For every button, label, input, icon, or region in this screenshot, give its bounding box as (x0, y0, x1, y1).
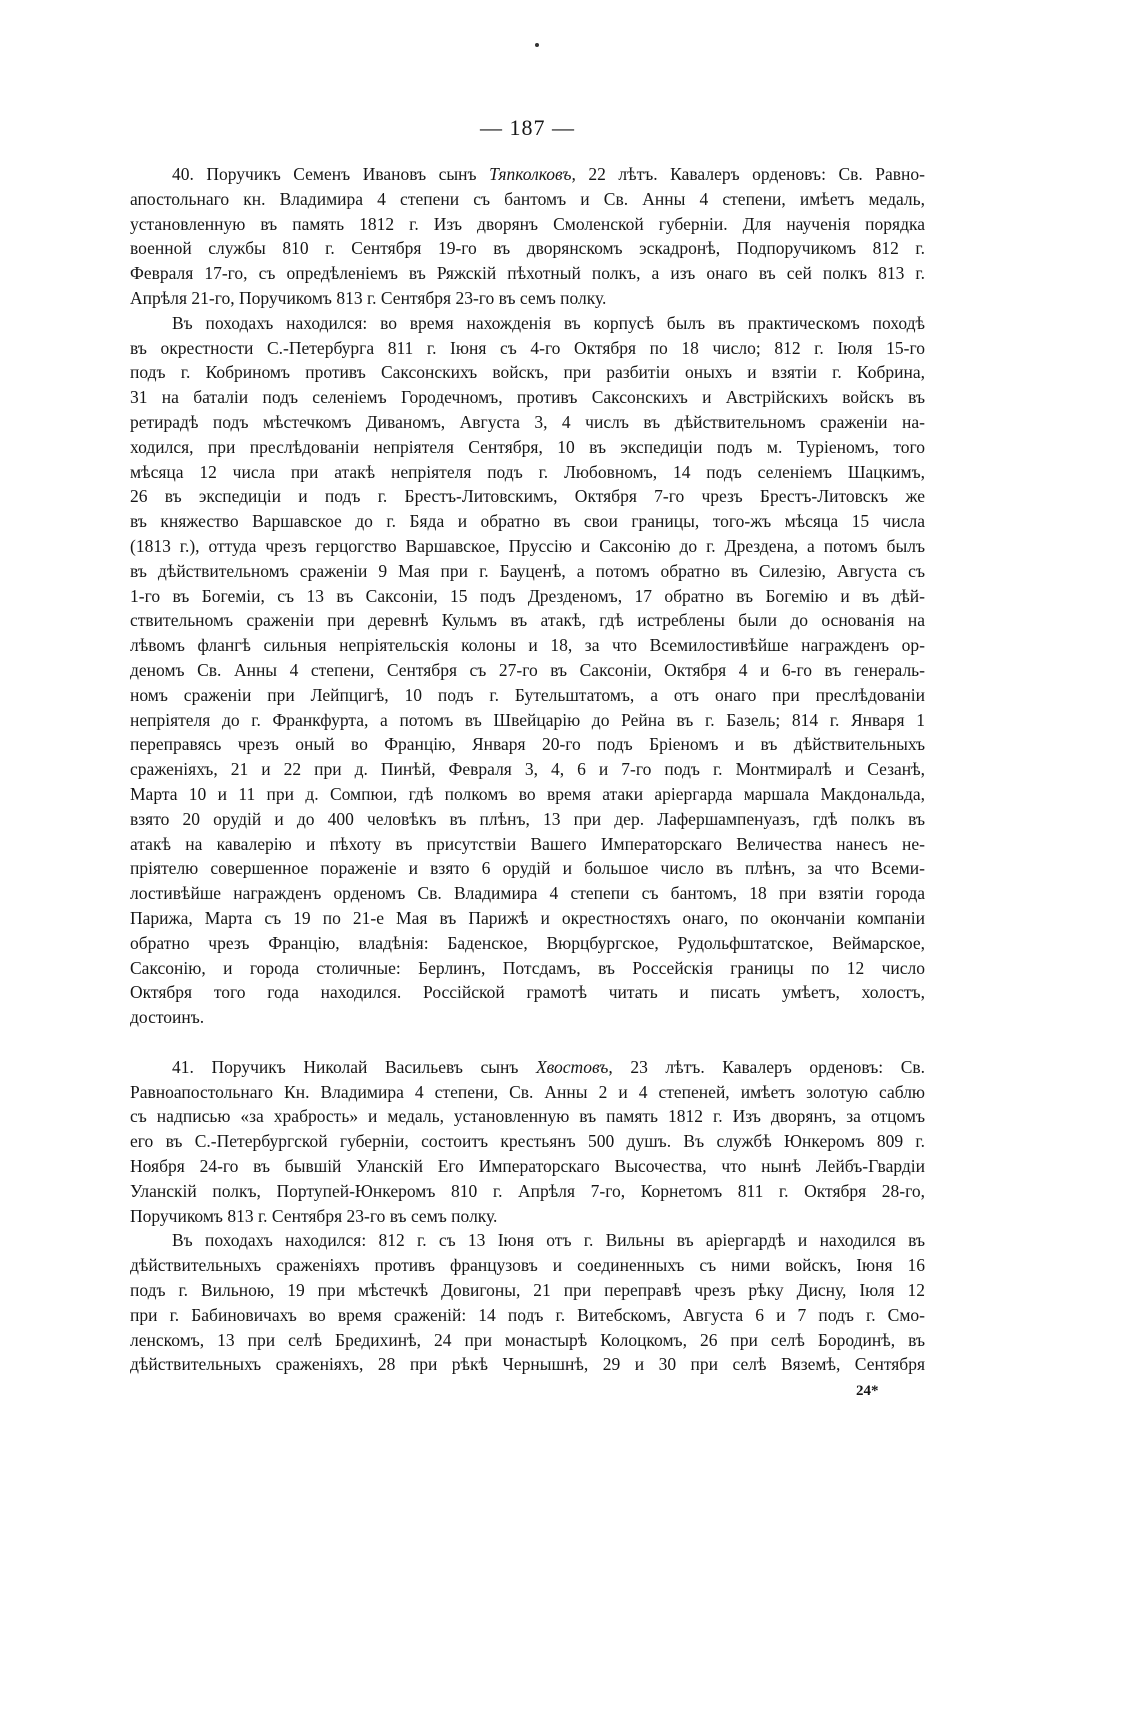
text-line: Марта 10 и 11 при д. Сомпюи, гдѣ полкомъ во время атаки аріергарда маршала Макдональда, (130, 783, 925, 804)
text-line: при г. Бабиновичахъ во время сраженій: 14 подъ г. Витебскомъ, Августа 6 и 7 подъ г. Смо- (130, 1304, 925, 1325)
text-line: номъ сраженіи при Лейпцигѣ, 10 подъ г. Бутельштатомъ, а отъ онаго при преслѣдованіи (130, 684, 925, 705)
text-line: въ окрестности С.-Петербурга 811 г. Іюня съ 4-го Октября по 18 число; 812 г. Іюля 15-го (130, 337, 925, 358)
text-line: Равноапостольнаго Кн. Владимира 4 степени, Св. Анны 2 и 4 степеней, имѣетъ золотую саблю (130, 1081, 925, 1102)
text-line: ленскомъ, 13 при селѣ Бредихинѣ, 24 при монастырѣ Колоцкомъ, 26 при селѣ Бородинѣ, въ (130, 1329, 925, 1350)
text-line: мѣсяца 12 числа при атакѣ непріятеля подъ г. Любовномъ, 14 подъ селеніемъ Шацкимъ, (130, 461, 925, 482)
text-line: военной службы 810 г. Сентября 19-го въ дворянскомъ эскадронѣ, Подпоручикомъ 812 г. (130, 238, 925, 259)
text-line: Парижа, Марта съ 19 по 21-е Мая въ Парижѣ и окрестностяхъ онаго, по окончаніи компаніи (130, 907, 925, 928)
text-line: достоинъ. (130, 1007, 205, 1028)
entry-40 (130, 162, 925, 1030)
text-line: дѣйствительныхъ сраженіяхъ противъ французовъ и соединенныхъ съ ними войскъ, Іюня 16 (130, 1255, 925, 1276)
service-record-paragraph (130, 162, 925, 311)
text-line: лостивѣйше награжденъ орденомъ Св. Владимира 4 степепи съ бантомъ, 18 при взятіи города (130, 883, 925, 904)
text-line: сраженіяхъ, 21 и 22 при д. Пинѣй, Февраля 3, 4, 6 и 7-го подъ г. Монтмиралѣ и Сезанѣ, (130, 759, 925, 780)
heading-suffix: 22 лѣтъ. Кавалеръ орденовъ: Св. Равно- (575, 164, 925, 184)
text-line: Въ походахъ находился: во время нахожденія въ корпусѣ былъ въ практическомъ походѣ (172, 312, 925, 333)
text-line: въ княжество Варшавское до г. Бяда и обратно въ свои границы, того-жъ мѣсяца 15 числа (130, 511, 925, 532)
text-line: ствительномъ сраженіи при деревнѣ Кульмъ въ атакѣ, гдѣ истреблены были до основанія на (130, 610, 925, 631)
text-line (130, 1055, 925, 1080)
text-line: пріятелю совершенное пораженіе и взято 6 орудій и большое число въ плѣнъ, за что Всеми- (130, 858, 925, 879)
text-line: деномъ Св. Анны 4 степени, Сентября съ 27-го въ Саксоніи, Октября 4 и 6-го въ генераль- (130, 659, 925, 680)
document-body (130, 162, 925, 1377)
scan-speck (535, 43, 539, 47)
text-line: Въ походахъ находился: 812 г. съ 13 Іюня отъ г. Вильны въ аріергардѣ и находился въ (172, 1230, 925, 1251)
text-line: дѣйствительныхъ сраженіяхъ, 28 при рѣкѣ Чернышнѣ, 29 и 30 при селѣ Вяземѣ, Сентября (130, 1354, 925, 1375)
text-line: 26 въ экспедиціи и подъ г. Брестъ-Литовскимъ, Октября 7-го чрезъ Брестъ-Литовскъ же (130, 486, 925, 507)
text-line: Поручикомъ 813 г. Сентября 23-го въ семъ полку. (130, 1205, 498, 1226)
page-number: — 187 — (480, 115, 575, 140)
text-line: Саксонію, и города столичные: Берлинъ, Потсдамъ, въ Россейскія границы по 12 число (130, 957, 925, 978)
heading-prefix: 41. Поручикъ Николай Васильевъ сынъ (172, 1056, 536, 1077)
heading-prefix: 40. Поручикъ Семенъ Ивановъ сынъ (172, 164, 490, 184)
entry-41 (130, 1055, 925, 1377)
officer-name: Тяпколковъ, (489, 164, 576, 184)
text-line: подъ г. Кобриномъ противъ Саксонскихъ войскъ, при разбитіи оныхъ и взятіи г. Кобрина, (130, 362, 925, 383)
text-line: взято 20 орудій и до 400 человѣкъ въ плѣнъ, 13 при дер. Лафершампенуазъ, гдѣ полкъ въ (130, 808, 925, 829)
text-line: переправясь чрезъ оный во Францію, Января 20-го подъ Бріеномъ и въ дѣйствительныхъ (130, 734, 925, 755)
text-line: Февраля 17-го, съ опредѣленіемъ въ Ряжскій пѣхотный полкъ, а изъ онаго въ сей полкъ 813 г. (130, 263, 925, 284)
text-line: установленную въ память 1812 г. Изъ дворянъ Смоленской губерніи. Для наученія порядка (130, 213, 925, 234)
text-line: съ надписью «за храбрость» и медаль, установленную въ память 1812 г. Изъ дворянъ, за отцомъ (130, 1106, 925, 1127)
text-line: Апрѣля 21-го, Поручикомъ 813 г. Сентября 23-го въ семъ полку. (130, 287, 607, 308)
text-line: атакѣ на кавалерію и пѣхоту въ присутствіи Вашего Императорскаго Величества нанесъ не- (130, 833, 925, 854)
text-line: (1813 г.), оттуда чрезъ герцогство Варшавское, Пруссію и Саксонію до г. Дрездена, а потомъ былъ (130, 535, 925, 556)
text-line: ретирадѣ подъ мѣстечкомъ Диваномъ, Августа 3, 4 числъ въ дѣйствительномъ сраженіи на- (130, 411, 925, 432)
text-line: лѣвомъ флангѣ сильныя непріятельскія колоны и 18, за что Всемилостивѣйше награжденъ ор- (130, 635, 925, 656)
heading-suffix: 23 лѣтъ. Кавалеръ орденовъ: Св. (612, 1056, 926, 1077)
text-line: подъ г. Вильною, 19 при мѣстечкѣ Довигоны, 21 при переправѣ чрезъ рѣку Дисну, Іюля 12 (130, 1280, 925, 1301)
service-record-paragraph (130, 1055, 925, 1229)
text-line: непріятеля до г. Франкфурта, а потомъ въ Швейцарію до Рейна въ г. Базель; 814 г. Января 1 (130, 709, 925, 730)
text-line: Октября того года находился. Россійской грамотѣ читать и писать умѣетъ, холостъ, (130, 982, 925, 1003)
text-line: апостольнаго кн. Владимира 4 степени съ бантомъ и Св. Анны 4 степени, имѣетъ медаль, (130, 188, 925, 209)
text-line: Ноября 24-го въ бывшій Уланскій Его Императорскаго Высочества, что нынѣ Лейбъ-Гвардіи (130, 1156, 925, 1177)
campaign-record-paragraph (130, 311, 925, 1030)
signature-mark: 24* (856, 1383, 879, 1399)
text-line: въ дѣйствительномъ сраженіи 9 Мая при г. Бауценѣ, а потомъ обратно въ Силезію, Августа съ (130, 560, 925, 581)
campaign-record-paragraph (130, 1228, 925, 1377)
text-line: обратно чрезъ Францію, владѣнія: Баденское, Вюрцбургское, Рудольфштатское, Веймарское, (130, 932, 925, 953)
text-line: 31 на баталіи подъ селеніемъ Городечномъ, противъ Саксонскихъ и Австрійскихъ войскъ въ (130, 387, 925, 408)
text-line: его въ С.-Петербургской губерніи, состоитъ крестьянъ 500 душъ. Въ службѣ Юнкеромъ 809 г. (130, 1131, 925, 1152)
text-line (130, 162, 925, 187)
officer-name: Хвостовъ, (535, 1056, 613, 1077)
text-line: Уланскій полкъ, Портупей-Юнкеромъ 810 г. Апрѣля 7-го, Корнетомъ 811 г. Октября 28-го, (130, 1180, 925, 1201)
text-line: ходился, при преслѣдованіи непріятеля Сентября, 10 въ экспедиціи подъ м. Туріеномъ, того (130, 436, 925, 457)
text-line: 1-го въ Богеміи, съ 13 въ Саксоніи, 15 подъ Дрезденомъ, 17 обратно въ Богемію и въ дѣй- (130, 585, 925, 606)
